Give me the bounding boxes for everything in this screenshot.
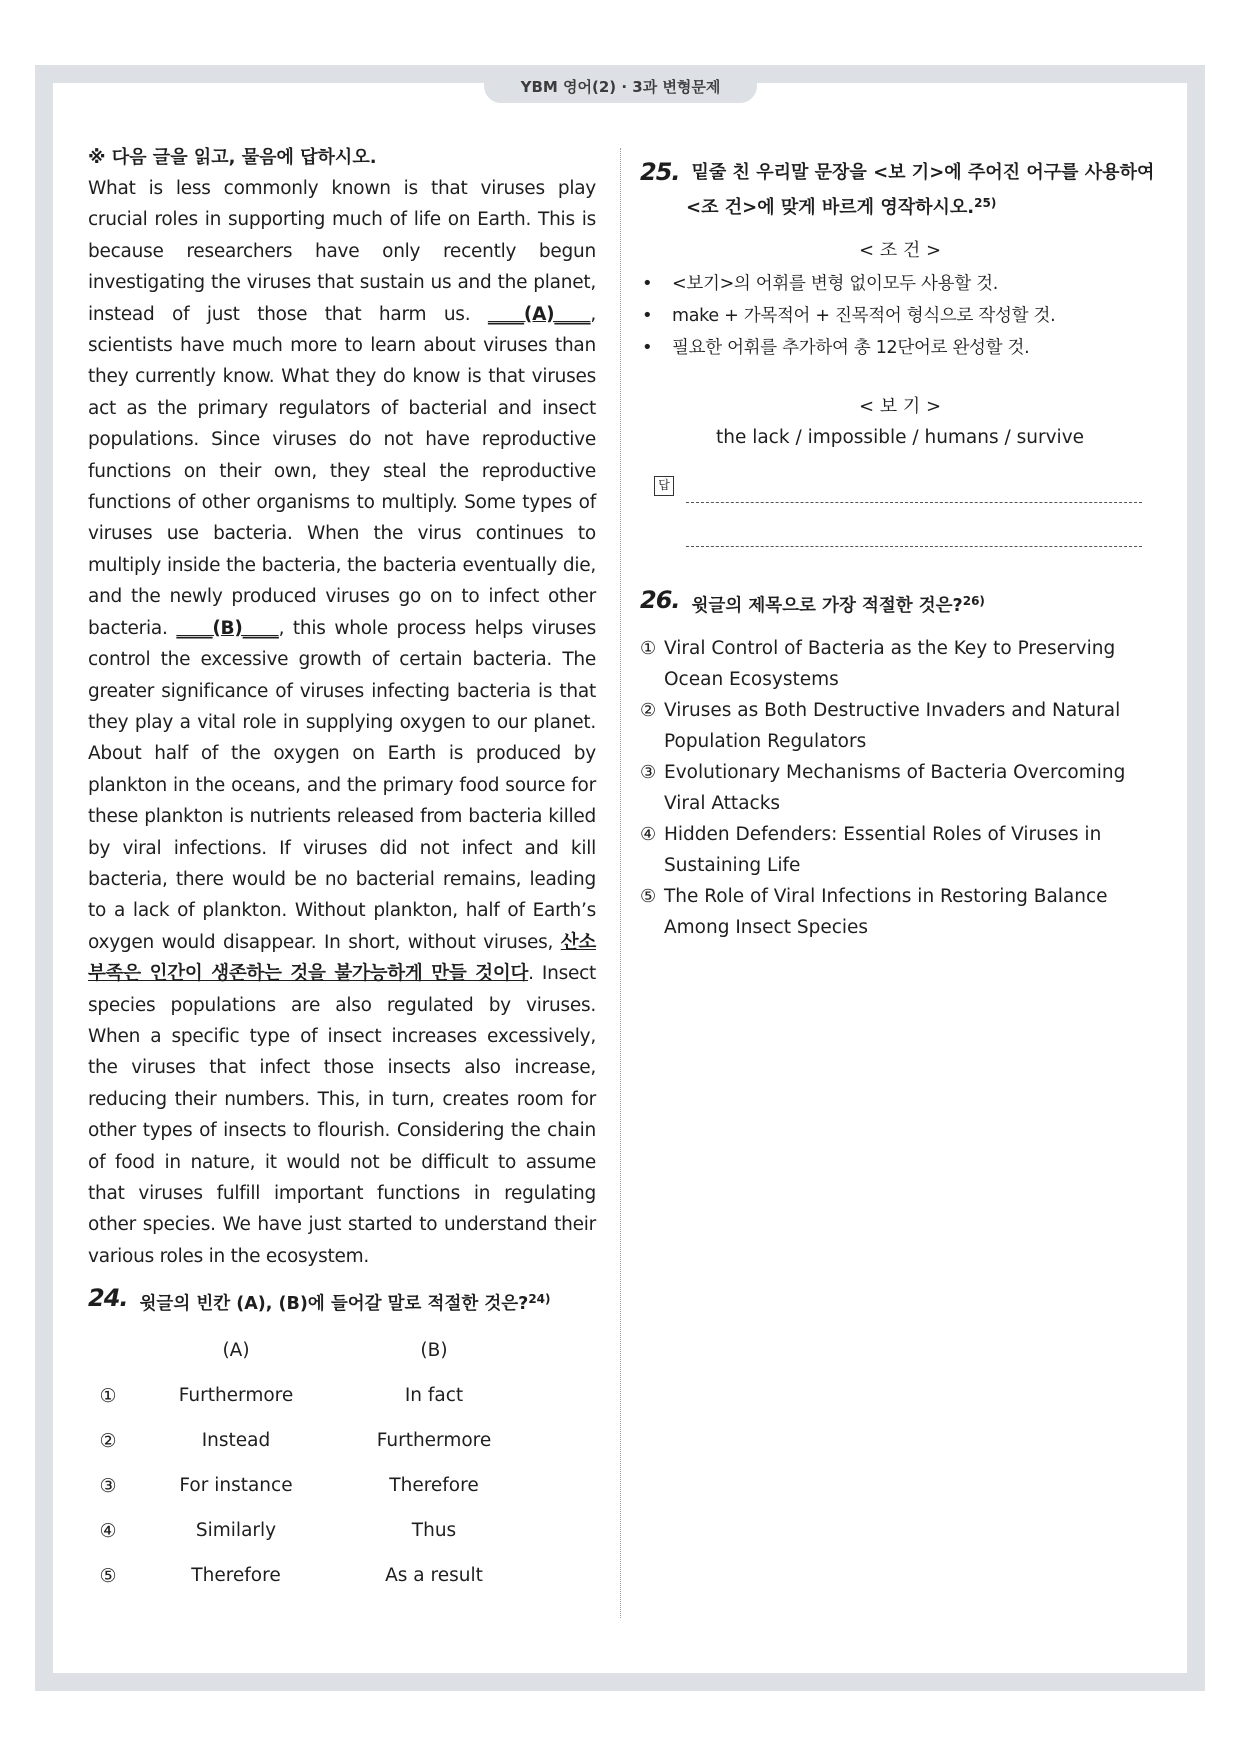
page-header [484,69,757,103]
question-24-prompt: 윗글의 빈칸 (A), (B)에 들어갈 말로 적절한 것은? [139,1294,529,1314]
question-25-text-line-1: 밑줄 친 우리말 문장을 <보 기>에 주어진 어구를 사용하여 [691,162,1155,183]
choice-item[interactable] [640,695,1160,757]
choice-mark: ④ [640,824,657,845]
blank-b: ____(B)____ [176,617,279,639]
condition-item: • make + 가목적어 + 진목적어 형식으로 작성할 것. [640,300,1160,332]
option-mark: ④ [99,1520,117,1542]
conditions-list [640,268,1160,364]
question-25-number: 25. [640,158,680,186]
reading-section [88,142,596,1272]
question-25 [640,158,1160,586]
question-24 [88,1284,598,1319]
example-box-words: the lack / impossible / humans / survive [715,427,1085,448]
answer-option-row[interactable] [88,1475,598,1520]
choice-text: Viruses as Both Destructive Invaders and Natural Population Regulators [664,700,1121,752]
choice-text: Evolutionary Mechanisms of Bacteria Overcoming Viral Attacks [664,762,1126,814]
column-b-header: (B) [420,1340,448,1361]
question-25-header [640,158,1160,188]
header-title: YBM 영어(2) · 3과 변형문제 [520,77,721,96]
answer-line[interactable] [686,546,1142,547]
answer-line[interactable] [686,502,1142,503]
option-a-value: Furthermore [178,1385,294,1406]
passage-part-2: , scientists have much more to learn about viruses than they currently know. What they do know is that viruses act as the primary regulators of bacterial and insect populations. Since viruses do not have reproductive functions on their own, they steal the reproductive functions of other organisms to multiply. Some types of viruses use bacteria. When the virus continues to multiply inside the bacteria, the bacteria eventually die, and the newly produced viruses go on to infect other bacteria. [88,303,596,639]
condition-item: • <보기>의 어휘를 변형 없이모두 사용할 것. [640,268,1160,300]
question-26-note: 26) [962,594,985,608]
option-b-value: In fact [404,1385,464,1406]
reading-passage [88,173,596,1272]
choice-mark: ⑤ [640,886,657,907]
choice-item[interactable] [640,819,1160,881]
right-column [640,158,1160,943]
passage-part-3: , this whole process helps viruses control the excessive growth of certain bacteria. The greater significance of viruses infecting bacteria is that they play a vital role in supplying oxygen to our planet. About half of the oxygen on Earth is produced by plankton in the oceans, and the primary food source for these plankton is nutrients released from bacteria killed by viral infections. If viruses did not infect and kill bacteria, there would be no bacterial remains, leading to a lack of plankton. Without plankton, half of Earth’s oxygen would disappear. In short, without viruses, [88,617,596,953]
choice-text: Hidden Defenders: Essential Roles of Viruses in Sustaining Life [664,824,1102,876]
answer-option-row[interactable] [88,1430,598,1475]
condition-item: • 필요한 어휘를 추가하여 총 12단어로 완성할 것. [640,332,1160,364]
question-26-header [640,586,1160,621]
blank-a: ____(A)____ [487,303,591,325]
option-mark: ③ [99,1475,117,1497]
choice-text: The Role of Viral Infections in Restoring Balance Among Insect Species [664,886,1108,938]
underlined-korean-sentence: 산소 부족은 인간이 생존하는 것을 불가능하게 만들 것이다 [88,931,596,985]
answer-table-header [88,1340,598,1385]
question-25-note: 25) [974,196,997,210]
choice-mark: ③ [640,762,657,783]
choice-mark: ① [640,638,657,659]
passage-part-1: What is less commonly known is that viruses play crucial roles in supporting much of life on Earth. This is because researchers have only recently begun investigating the viruses that sustain us and the planet, instead of just those that harm us. [88,178,596,325]
question-26-number: 26. [640,586,680,614]
question-25-text-line-2-wrap [640,188,1160,223]
option-b-value: Furthermore [376,1430,492,1451]
option-a-value: Therefore [191,1565,281,1586]
option-mark: ① [99,1385,117,1407]
answer-option-row[interactable] [88,1565,598,1610]
choice-item[interactable] [640,757,1160,819]
answer-option-row[interactable] [88,1520,598,1565]
question-24-header [88,1284,598,1319]
passage-part-4: . Insect species populations are also regulated by viruses. When a specific type of insect increases excessively, the viruses that infect those insects also increase, reducing their numbers. This, in turn, creates room for other types of insects to flourish. Considering the chain of food in nature, it would not be difficult to assume that viruses fulfill important functions in regulating other species. We have just started to understand their various roles in the ecosystem. [88,963,597,1267]
instruction-text: ※ 다음 글을 읽고, 물음에 답하시오. [88,147,377,168]
question-26-text [692,586,985,621]
question-24-text [140,1284,551,1319]
option-b-value: Therefore [389,1475,479,1496]
choice-item[interactable] [640,633,1160,695]
option-mark: ② [99,1430,117,1452]
option-b-value: Thus [411,1520,457,1541]
option-a-value: Similarly [195,1520,277,1541]
option-a-value: Instead [201,1430,271,1451]
answer-label-icon: 답 [654,476,674,496]
choice-text: Viral Control of Bacteria as the Key to Preserving Ocean Ecosystems [664,638,1116,690]
question-24-answer-table [88,1340,598,1610]
question-25-text-line-2: <조 건>에 맞게 바르게 영작하시오. [686,197,975,218]
option-mark: ⑤ [99,1565,117,1587]
choice-item[interactable] [640,881,1160,943]
question-24-note: 24) [528,1292,551,1306]
answer-area[interactable] [640,476,1160,586]
conditions-title: < 조 건 > [858,240,942,261]
question-26-prompt: 윗글의 제목으로 가장 적절한 것은? [691,596,963,616]
option-b-value: As a result [385,1565,483,1586]
question-26 [640,586,1160,943]
question-24-number: 24. [88,1284,128,1312]
question-26-choices [640,633,1160,943]
answer-option-row[interactable] [88,1385,598,1430]
choice-mark: ② [640,700,657,721]
column-a-header: (A) [222,1340,250,1361]
option-a-value: For instance [179,1475,293,1496]
example-box-title: < 보 기 > [858,396,942,417]
column-divider [620,148,621,1618]
